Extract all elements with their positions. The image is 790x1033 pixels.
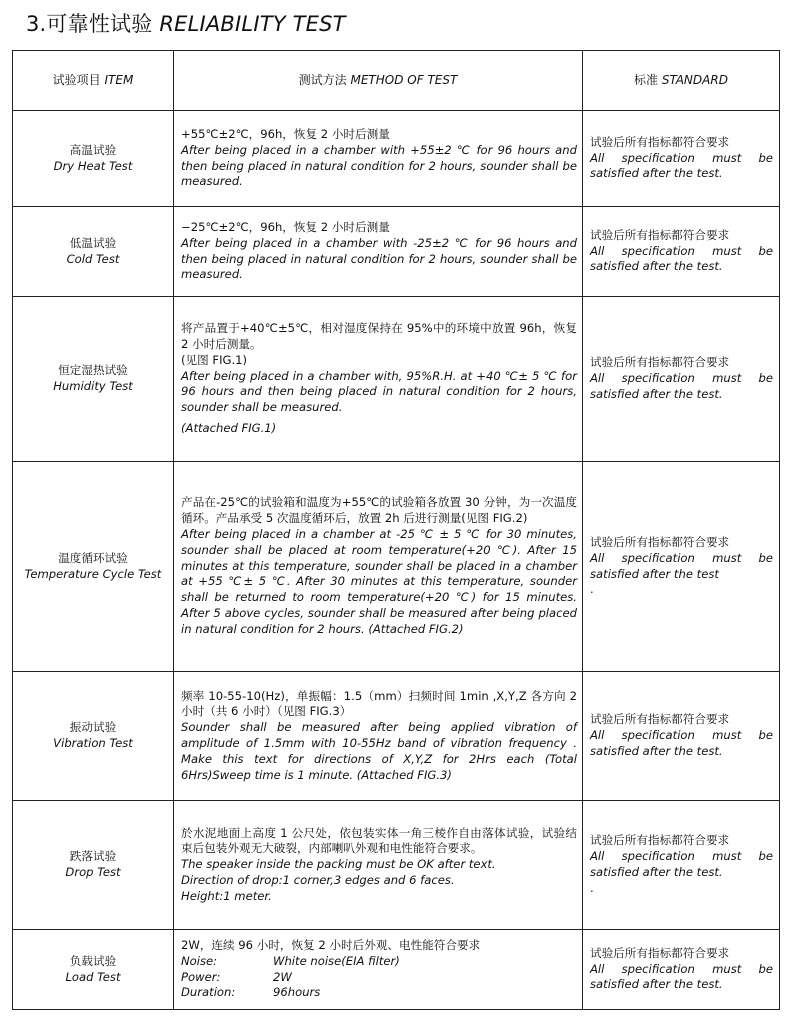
param-value: 2W bbox=[273, 969, 292, 984]
standard-zh: 试验后所有指标都符合要求 bbox=[590, 945, 730, 960]
table-row bbox=[13, 462, 780, 672]
table-row bbox=[13, 801, 780, 930]
standard-zh: 试验后所有指标都符合要求 bbox=[590, 712, 730, 727]
standard-dot: . bbox=[590, 582, 594, 597]
column-header-method: 测试方法 METHOD OF TEST bbox=[174, 51, 583, 111]
method-cell bbox=[174, 462, 583, 672]
standard-zh: 试验后所有指标都符合要求 bbox=[590, 227, 730, 242]
standard-en: All specification must be satisfied after the test. bbox=[590, 371, 773, 401]
method-attached-figure: (Attached FIG.1) bbox=[181, 420, 277, 435]
item-en: Drop Test bbox=[65, 865, 121, 879]
item-cell bbox=[13, 462, 174, 672]
method-en: After being placed in a chamber with -25±2 ℃ for 96 hours and then being placed in natural condition for 2 hours, sounder shall be measured. bbox=[181, 235, 577, 282]
table-row bbox=[13, 930, 780, 1010]
table-row bbox=[13, 207, 780, 297]
heading-en: RELIABILITY TEST bbox=[159, 12, 346, 36]
method-cell bbox=[174, 207, 583, 297]
method-zh: −25℃±2℃，96h，恢复 2 小时后测量 bbox=[181, 219, 390, 234]
standard-cell bbox=[583, 207, 780, 297]
standard-dot: . bbox=[590, 880, 594, 895]
standard-zh: 试验后所有指标都符合要求 bbox=[590, 355, 730, 370]
method-en-line: Direction of drop:1 corner,3 edges and 6 faces. bbox=[181, 872, 455, 887]
standard-cell bbox=[583, 111, 780, 207]
method-zh: 於水泥地面上高度 1 公尺处，依包装实体一角三棱作自由落体试验，试验结束后包装外观无大破裂，内部喇叭外观和电性能符合要求。 bbox=[181, 825, 577, 856]
item-zh: 高温试验 bbox=[69, 142, 117, 157]
standard-en: All specification must be satisfied after the test. bbox=[590, 728, 773, 758]
item-cell bbox=[13, 801, 174, 930]
method-zh: 将产品置于+40℃±5℃，相对湿度保持在 95%中的环境中放置 96h，恢复 2 小时后测量。 bbox=[181, 321, 577, 351]
item-cell bbox=[13, 207, 174, 297]
column-header-item: 试验项目 ITEM bbox=[13, 51, 174, 111]
standard-zh: 试验后所有指标都符合要求 bbox=[590, 833, 730, 848]
standard-en: All specification must be satisfied after the test bbox=[590, 550, 773, 581]
table-row bbox=[13, 672, 780, 801]
table-row bbox=[13, 297, 780, 462]
method-cell bbox=[174, 111, 583, 207]
standard-en: All specification must be satisfied after the test. bbox=[590, 961, 773, 992]
heading-zh: 3.可靠性试验 bbox=[26, 12, 160, 36]
table-row bbox=[13, 111, 780, 207]
reliability-table bbox=[12, 50, 780, 1010]
method-en: After being placed in a chamber with +55±2 ℃ for 96 hours and then being placed in natural condition for 2 hours, sounder shall be measured. bbox=[181, 142, 577, 189]
param-key: Power: bbox=[181, 969, 221, 984]
method-cell bbox=[174, 672, 583, 801]
method-cell bbox=[174, 930, 583, 1010]
method-en: After being placed in a chamber at -25 ℃ ± 5 ℃ for 30 minutes, sounder shall be placed at room temperature(+20 ℃). After 15 minutes at this temperature, sounder shall be placed in a chamber at +55 ℃± 5 ℃. After 30 minutes at this temperature, sounder shall be returned to room temperature(+20 ℃) for 15 minutes. After 5 above cycles, sounder shall be measured after being placed in natural condition for 2 hours. (Attached FIG.2) bbox=[181, 527, 577, 636]
method-figure-ref: (见图 FIG.1) bbox=[181, 352, 248, 367]
standard-en: All specification must be satisfied after the test. bbox=[590, 243, 773, 274]
param-value: White noise(EIA filter) bbox=[273, 953, 400, 968]
item-cell bbox=[13, 930, 174, 1010]
item-zh: 温度循环试验 bbox=[58, 550, 128, 565]
item-en: Load Test bbox=[65, 969, 121, 984]
param-line bbox=[181, 970, 577, 986]
param-line bbox=[181, 954, 577, 970]
item-en: Vibration Test bbox=[53, 736, 133, 750]
method-zh: +55℃±2℃，96h，恢复 2 小时后测量 bbox=[181, 126, 390, 141]
standard-cell bbox=[583, 297, 780, 462]
method-zh: 产品在-25℃的试验箱和温度为+55℃的试验箱各放置 30 分钟，为一次温度循环。产品承受 5 次温度循环后，放置 2h 后进行测量(见图 FIG.2) bbox=[181, 495, 577, 526]
item-zh: 跌落试验 bbox=[69, 849, 117, 864]
item-en: Dry Heat Test bbox=[53, 158, 133, 173]
standard-en: All specification must be satisfied after the test. bbox=[590, 150, 773, 181]
item-cell bbox=[13, 111, 174, 207]
standard-cell bbox=[583, 462, 780, 672]
standard-cell bbox=[583, 930, 780, 1010]
standard-cell bbox=[583, 672, 780, 801]
item-zh: 振动试验 bbox=[69, 720, 117, 735]
item-en: Humidity Test bbox=[53, 379, 133, 393]
param-value: 96hours bbox=[273, 985, 321, 1000]
standard-en: All specification must be satisfied after the test. bbox=[590, 849, 773, 879]
item-en: Cold Test bbox=[66, 251, 120, 266]
table-header-row bbox=[13, 51, 780, 111]
method-zh: 2W，连续 96 小时，恢复 2 小时后外观、电性能符合要求 bbox=[181, 937, 481, 952]
method-en: Sounder shall be measured after being applied vibration of amplitude of 1.5mm with 10-55Hz band of vibration frequency . Make this text for directions of X,Y,Z for 2Hrs each (Total 6Hrs)Sweep time is 1 minute. (Attached FIG.3) bbox=[181, 720, 577, 782]
method-cell bbox=[174, 801, 583, 930]
item-cell bbox=[13, 297, 174, 462]
method-en-line: Height:1 meter. bbox=[181, 888, 272, 903]
param-key: Noise: bbox=[181, 953, 218, 968]
standard-zh: 试验后所有指标都符合要求 bbox=[590, 134, 730, 149]
param-key: Duration: bbox=[181, 985, 236, 1000]
method-en: After being placed in a chamber with, 95%R.H. at +40 ℃± 5 ℃ for 96 hours and then being placed in natural condition for 2 hours, sounder shall be measured. bbox=[181, 368, 577, 415]
standard-zh: 试验后所有指标都符合要求 bbox=[590, 534, 730, 549]
item-zh: 低温试验 bbox=[69, 235, 117, 250]
item-en: Temperature Cycle Test bbox=[24, 566, 162, 581]
column-header-standard: 标准 STANDARD bbox=[583, 51, 780, 111]
item-zh: 恒定湿热试验 bbox=[58, 363, 128, 378]
item-zh: 负载试验 bbox=[69, 953, 117, 968]
item-cell bbox=[13, 672, 174, 801]
method-zh: 频率 10-55-10(Hz)，单振幅：1.5（mm）扫频时间 1min ,X,Y,Z 各方向 2 小时（共 6 小时）（见图 FIG.3） bbox=[181, 688, 577, 719]
method-cell bbox=[174, 297, 583, 462]
standard-cell bbox=[583, 801, 780, 930]
method-en-line: The speaker inside the packing must be OK after text. bbox=[181, 857, 496, 872]
page-heading bbox=[26, 8, 346, 38]
param-line bbox=[181, 985, 577, 1001]
